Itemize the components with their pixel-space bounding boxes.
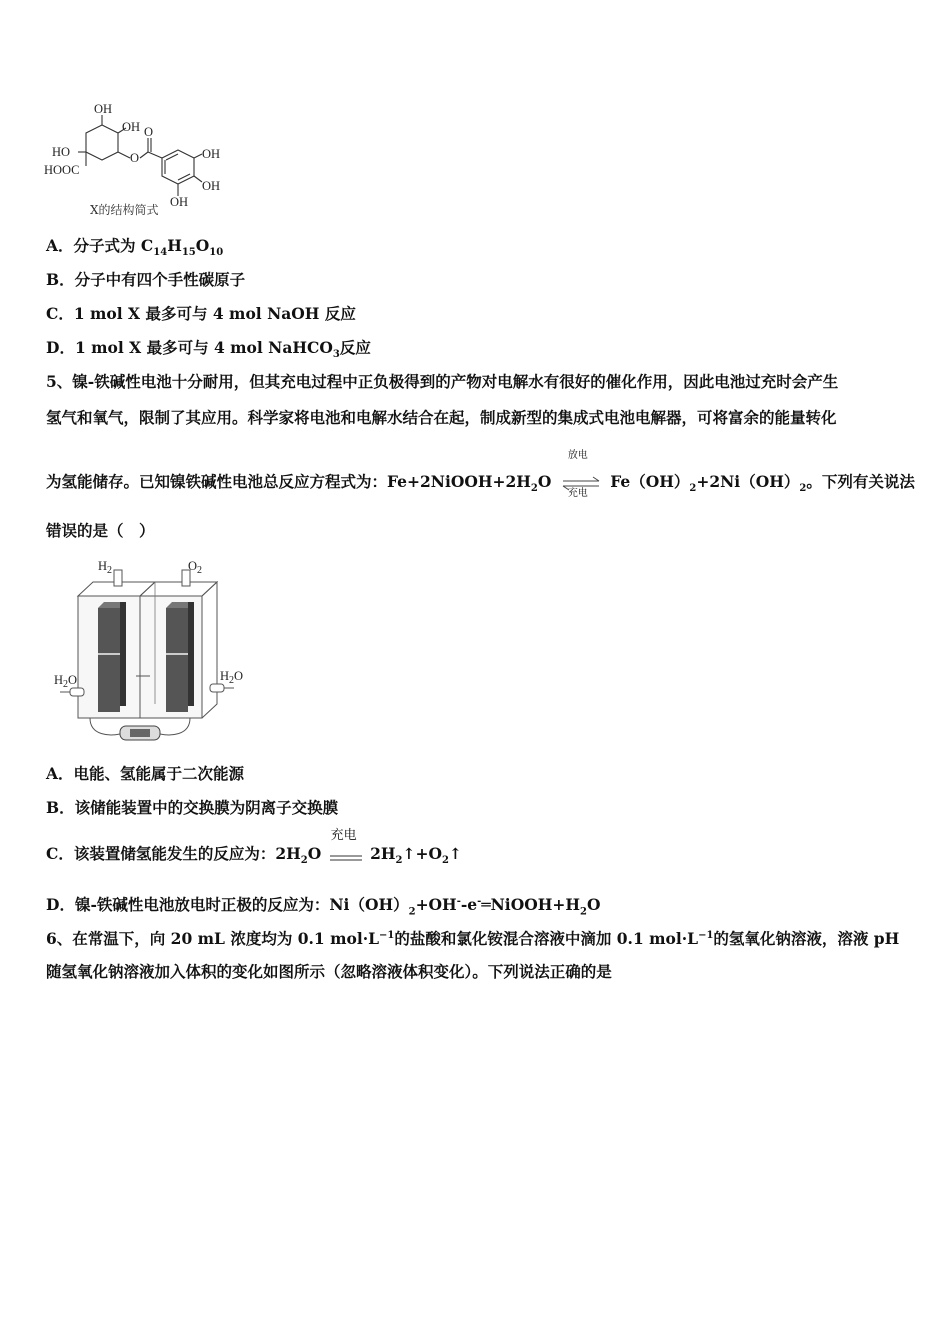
electrolyzer-figure bbox=[50, 556, 250, 748]
q5-option-b: B．该储能装置中的交换膜为阴离子交换膜 bbox=[46, 798, 339, 817]
atom-oh-top: OH bbox=[94, 102, 113, 116]
label-o2: $O_2$ bbox=[188, 559, 203, 576]
q6-stem-line2: 随氢氧化钠溶液加入体积的变化如图所示（忽略溶液体积变化）。下列说法正确的是 bbox=[46, 962, 612, 981]
label-h2o-outlet: $H_2O$ bbox=[220, 669, 244, 686]
reversible-arrow bbox=[559, 450, 603, 500]
q5-option-d: D．镍-铁碱性电池放电时正极的反应为：$Ni(OH)_2+OH^--e^-═NiOOH+H_2O$ bbox=[46, 895, 601, 918]
q4-option-d: D．1 mol X 最多可与 4 mol NaHCO$_3$反应 bbox=[46, 338, 371, 361]
q5-stem-line3: 为氢能储存。已知镍铁碱性电池总反应方程式为：$Fe+2NiOOH+2H_2O$ 放电 充电 $Fe(OH)_2+2Ni(OH)_2$。下列有关说法 bbox=[46, 450, 915, 499]
q4-option-c: C．1 mol X 最多可与 4 mol NaOH 反应 bbox=[46, 304, 356, 323]
label-h2: $H_2$ bbox=[98, 559, 113, 576]
atom-hooc: HOOC bbox=[44, 163, 80, 177]
atom-ho-left: HO bbox=[52, 145, 71, 159]
atom-o-carbonyl: O bbox=[144, 125, 154, 139]
structure-x-figure bbox=[40, 100, 240, 225]
figure-caption: X的结构简式 bbox=[90, 203, 159, 217]
equals-arrow bbox=[329, 828, 363, 868]
atom-oh-r1: OH bbox=[202, 147, 221, 161]
q6-stem-line1: 6、在常温下，向 20 mL 浓度均为 0.1 $mol\cdot L^{-1}$的盐酸和氯化铵混合溶液中滴加 0.1 $mol\cdot L^{-1}$的氢氧化钠溶液，溶液 pH bbox=[46, 929, 900, 949]
q5-option-a: A．电能、氢能属于二次能源 bbox=[46, 764, 245, 783]
condition-charge: 充电 bbox=[330, 828, 357, 843]
atom-oh-r2: OH bbox=[202, 179, 221, 193]
atom-oh-r3: OH bbox=[170, 195, 189, 209]
q4-option-a: A．分子式为 $C_{14}H_{15}O_{10}$ bbox=[46, 236, 224, 259]
arrow-label-charge: 充电 bbox=[567, 488, 588, 499]
q5-stem-line2: 氢气和氧气，限制了其应用。科学家将电池和电解水结合在起，制成新型的集成式电池电解器，可将富余的能量转化 bbox=[46, 408, 837, 427]
atom-o-ester: O bbox=[130, 151, 140, 165]
label-h2o-inlet: $H_2O$ bbox=[54, 673, 78, 690]
q5-option-c: C．该装置储氢能发生的反应为：$2H_2O$ 充电 $2H_2↑+O_2↑$ bbox=[46, 828, 462, 867]
q5-stem-line1: 5、镍-铁碱性电池十分耐用，但其充电过程中正负极得到的产物对电解水有很好的催化作用，因此电池过充时会产生 bbox=[46, 372, 839, 391]
arrow-label-discharge: 放电 bbox=[567, 450, 588, 461]
atom-oh-ring: OH bbox=[122, 120, 141, 134]
q4-option-b: B．分子中有四个手性碳原子 bbox=[46, 270, 246, 289]
q5-stem-line4: 错误的是（ ） bbox=[46, 521, 155, 540]
